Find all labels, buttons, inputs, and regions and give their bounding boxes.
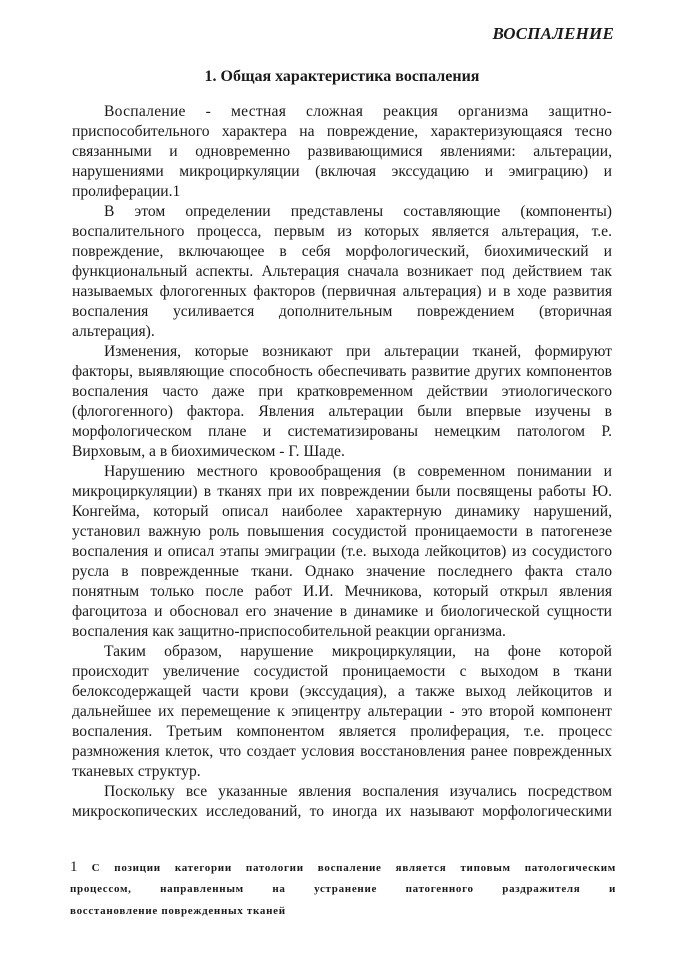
text-line: размножения клеток, что создает условия восстановления ранее поврежденных <box>72 743 612 760</box>
text-line: нарушениями микроциркуляции (включая экссудацию и эмиграцию) и <box>72 163 612 180</box>
text-line: морфологическом плане и систематизированы немецким патологом Р. <box>72 423 612 440</box>
text-line: Воспаление - местная сложная реакция организма защитно- <box>104 103 612 120</box>
text-line: русла в поврежденные ткани. Однако значение последнего факта стало <box>72 563 612 580</box>
text-line: альтерация). <box>72 323 155 340</box>
text-line: происходит увеличение сосудистой проницаемости с выходом в ткани <box>72 663 612 680</box>
text-line: воспаления и описал этапы эмиграции (т.е. выхода лейкоцитов) из сосудистого <box>72 543 612 560</box>
footnote-line: процессом, направленным на устранение патогенного раздражителя и <box>70 883 616 895</box>
section-title: 1. Общая характеристика воспаления <box>204 68 480 85</box>
text-line: фагоцитоза и обосновал его значение в динамике и биологической сущности <box>72 603 612 620</box>
text-line: воспаления как защитно-приспособительной реакции организма. <box>72 623 506 640</box>
footnote-line: восстановление поврежденных тканей <box>70 905 286 917</box>
text-line: воспаления усиливается дополнительным повреждением (вторичная <box>72 303 612 320</box>
text-line: В этом определении представлены составляющие (компоненты) <box>104 203 612 220</box>
text-line: воспаления часто даже при кратковременном действии этиологического <box>72 383 612 400</box>
text-line: микроциркуляции) в тканях при их повреждении были посвящены работы Ю. <box>72 483 612 500</box>
running-header: ВОСПАЛЕНИЕ <box>492 24 614 43</box>
text-line: называемых флогогенных факторов (первичная альтерация) и в ходе развития <box>72 283 612 300</box>
text-line: Конгейма, который описал наиболее характерную динамику нарушений, <box>72 503 612 520</box>
footnote-number: 1 <box>70 859 78 875</box>
text-line: связанными и одновременно развивающимися явлениями: альтерации, <box>72 143 612 160</box>
text-line: микроскопических исследований, то иногда их называют морфологическими <box>72 803 612 820</box>
text-line: Вирховым, а в биохимическом - Г. Шаде. <box>72 443 345 460</box>
text-line: повреждение, включающее в себя морфологический, биохимический и <box>72 243 612 260</box>
text-line: Поскольку все указанные явления воспаления изучались посредством <box>104 783 612 800</box>
text-line: дальнейшее их перемещение к эпицентру альтерации - это второй компонент <box>72 703 612 720</box>
text-line: пролиферации.1 <box>72 183 181 200</box>
footnote <box>70 856 616 922</box>
body-text <box>72 102 612 822</box>
footnote-line <box>70 856 616 878</box>
text-line: установил важную роль повышения сосудистой проницаемости в патогенезе <box>72 523 612 540</box>
text-line: воспаления. Третьим компонентом является пролиферация, т.е. процесс <box>72 723 612 740</box>
text-line: понятным только после работ И.И. Мечникова, который открыл явления <box>72 583 612 600</box>
text-line: Таким образом, нарушение микроциркуляции, на фоне которой <box>104 643 612 660</box>
text-line: Нарушению местного кровообращения (в современном понимании и <box>104 463 612 480</box>
text-line: факторы, выявляющие способность обеспечивать развитие других компонентов <box>72 363 612 380</box>
footnote-text: С позиции категории патологии воспаление является типовым патологическим <box>91 862 616 874</box>
text-line: приспособительного характера на повреждение, характеризующаяся тесно <box>72 123 612 140</box>
text-line: воспалительного процесса, первым из которых является альтерация, т.е. <box>72 223 612 240</box>
text-line: функциональный аспекты. Альтерация сначала возникает под действием так <box>72 263 612 280</box>
text-line: (флогогенного) фактора. Явления альтерации были впервые изучены в <box>72 403 612 420</box>
text-line: белоксодержащей части крови (экссудация), а также выход лейкоцитов и <box>72 683 612 700</box>
text-line: Изменения, которые возникают при альтерации тканей, формируют <box>104 343 612 360</box>
text-line: тканевых структур. <box>72 763 201 780</box>
